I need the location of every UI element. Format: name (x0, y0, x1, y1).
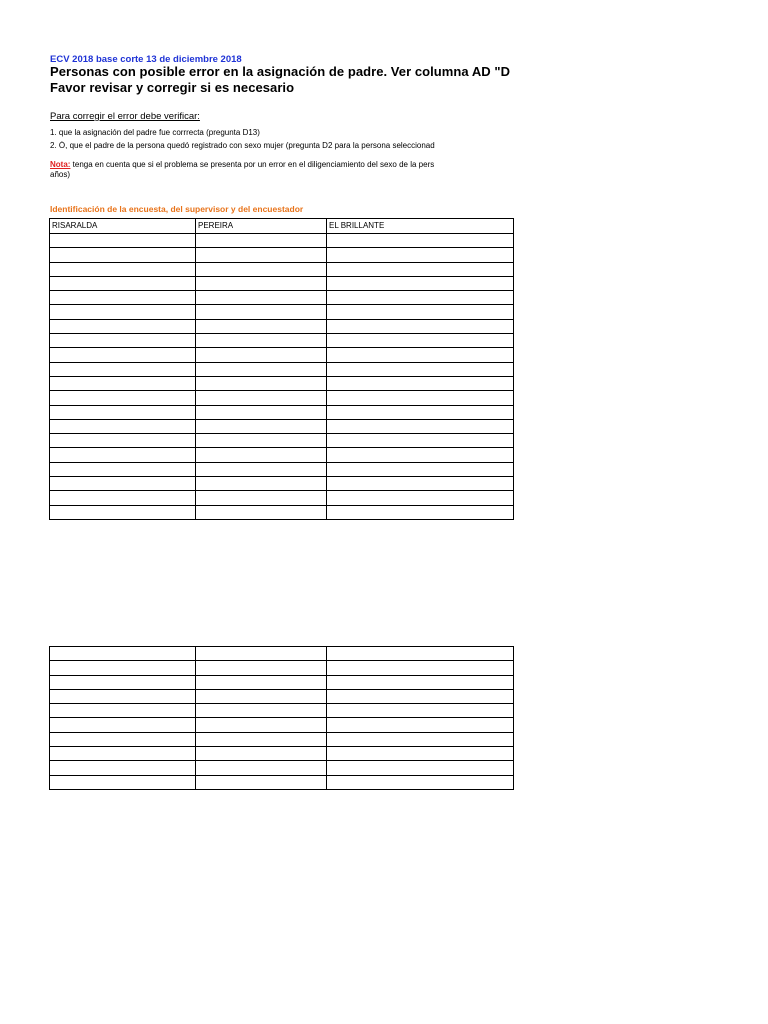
table-cell[interactable] (327, 647, 514, 661)
table-cell[interactable] (327, 405, 514, 419)
table-row (50, 319, 514, 333)
table-cell[interactable]: PEREIRA (196, 219, 327, 234)
table-cell[interactable] (196, 405, 327, 419)
table-cell[interactable] (50, 348, 196, 362)
table-cell[interactable] (327, 704, 514, 718)
table-cell[interactable] (50, 477, 196, 491)
table-cell[interactable] (50, 305, 196, 319)
table-cell[interactable] (196, 348, 327, 362)
table-cell[interactable] (196, 732, 327, 746)
note-continuation: años) (50, 170, 71, 179)
table-cell[interactable] (196, 718, 327, 732)
table-row (50, 234, 514, 248)
table-cell[interactable] (196, 419, 327, 433)
table-cell[interactable] (327, 248, 514, 262)
table-cell[interactable] (196, 319, 327, 333)
table-cell[interactable] (196, 477, 327, 491)
table-cell[interactable] (327, 505, 514, 519)
table-cell[interactable] (196, 491, 327, 505)
table-row (50, 505, 514, 519)
table-cell[interactable] (50, 376, 196, 390)
table-row (50, 732, 514, 746)
table-cell[interactable] (196, 747, 327, 761)
table-cell[interactable] (327, 234, 514, 248)
table-cell[interactable] (196, 462, 327, 476)
identification-heading: Identificación de la encuesta, del supervisor y del encuestador (50, 204, 304, 214)
table-row (50, 647, 514, 661)
table-cell[interactable] (327, 761, 514, 775)
table-cell[interactable] (50, 761, 196, 775)
table-cell[interactable] (50, 747, 196, 761)
table-cell[interactable] (50, 262, 196, 276)
table-cell[interactable] (327, 376, 514, 390)
table-row (50, 747, 514, 761)
table-row (50, 718, 514, 732)
table-cell[interactable] (50, 419, 196, 433)
table-cell[interactable] (196, 248, 327, 262)
table-row (50, 405, 514, 419)
table-cell[interactable] (50, 505, 196, 519)
table-cell[interactable] (196, 505, 327, 519)
table-cell[interactable] (327, 276, 514, 290)
table-cell[interactable] (196, 647, 327, 661)
table-cell[interactable] (196, 448, 327, 462)
table-row (50, 334, 514, 348)
table-row (50, 689, 514, 703)
instruction-item-1: 1. que la asignación del padre fue corrrecta (pregunta D13) (50, 128, 260, 137)
document-title-line2: Favor revisar y corregir si es necesario (50, 80, 295, 95)
table-cell[interactable] (327, 675, 514, 689)
table-cell[interactable] (196, 276, 327, 290)
table-row (50, 248, 514, 262)
table-cell[interactable] (327, 775, 514, 789)
table-cell[interactable] (327, 661, 514, 675)
document-subtitle: ECV 2018 base corte 13 de diciembre 2018 (50, 54, 242, 65)
table-cell[interactable] (196, 262, 327, 276)
table-row (50, 305, 514, 319)
table-cell[interactable] (50, 661, 196, 675)
table-cell[interactable] (196, 675, 327, 689)
table-cell[interactable] (196, 362, 327, 376)
table-cell[interactable] (50, 234, 196, 248)
table-cell[interactable] (50, 647, 196, 661)
table-cell[interactable] (50, 434, 196, 448)
table-cell[interactable] (327, 334, 514, 348)
table-cell[interactable] (50, 732, 196, 746)
table-cell[interactable] (50, 405, 196, 419)
secondary-table (49, 646, 514, 790)
table-row (50, 661, 514, 675)
table-row (50, 362, 514, 376)
table-cell[interactable] (50, 319, 196, 333)
instruction-item-2: 2. Ó, que el padre de la persona quedó registrado con sexo mujer (pregunta D2 para la persona seleccionad (50, 141, 435, 150)
table-cell[interactable] (196, 291, 327, 305)
table-row (50, 675, 514, 689)
table-cell[interactable] (327, 462, 514, 476)
table-row (50, 419, 514, 433)
table-cell[interactable] (196, 391, 327, 405)
table-row (50, 477, 514, 491)
table-cell[interactable] (327, 391, 514, 405)
table-cell[interactable] (50, 248, 196, 262)
table-cell[interactable] (50, 391, 196, 405)
table-cell[interactable] (50, 718, 196, 732)
table-cell[interactable] (196, 661, 327, 675)
table-cell[interactable] (50, 448, 196, 462)
table-cell[interactable] (50, 291, 196, 305)
table-row (50, 219, 514, 234)
table-row (50, 291, 514, 305)
table-cell[interactable] (50, 704, 196, 718)
table-row (50, 704, 514, 718)
table-cell[interactable] (327, 491, 514, 505)
table-cell[interactable] (327, 718, 514, 732)
table-row (50, 262, 514, 276)
table-row (50, 434, 514, 448)
table-cell[interactable] (196, 689, 327, 703)
table-cell[interactable] (50, 491, 196, 505)
table-cell[interactable] (196, 761, 327, 775)
table-row (50, 491, 514, 505)
table-row (50, 276, 514, 290)
table-cell[interactable] (50, 362, 196, 376)
note-label: Nota: (50, 160, 71, 169)
table-row (50, 761, 514, 775)
table-cell[interactable]: RISARALDA (50, 219, 196, 234)
table-cell[interactable] (196, 305, 327, 319)
table-cell[interactable] (50, 689, 196, 703)
table-cell[interactable] (50, 462, 196, 476)
table-row (50, 348, 514, 362)
table-row (50, 775, 514, 789)
table-row (50, 376, 514, 390)
table-cell[interactable] (327, 747, 514, 761)
note (50, 160, 513, 169)
table-cell[interactable] (327, 434, 514, 448)
table-cell[interactable] (196, 376, 327, 390)
table-cell[interactable] (196, 234, 327, 248)
identification-table (49, 218, 514, 520)
instructions-heading: Para corregir el error debe verificar: (50, 111, 200, 122)
table-cell[interactable] (196, 334, 327, 348)
table-cell[interactable] (50, 675, 196, 689)
table-cell[interactable] (327, 477, 514, 491)
table-cell[interactable] (327, 448, 514, 462)
note-text: tenga en cuenta que si el problema se presenta por un error en el diligenciamiento del sexo de la pers (70, 160, 435, 169)
table-cell[interactable] (327, 291, 514, 305)
table-cell[interactable] (327, 319, 514, 333)
table-row (50, 462, 514, 476)
table-cell[interactable] (327, 262, 514, 276)
table-cell[interactable] (196, 775, 327, 789)
table-cell[interactable] (50, 775, 196, 789)
table-cell[interactable] (327, 348, 514, 362)
table-cell[interactable] (50, 276, 196, 290)
table-cell[interactable] (327, 419, 514, 433)
table-cell[interactable] (50, 334, 196, 348)
table-cell[interactable] (327, 689, 514, 703)
table-cell[interactable] (196, 704, 327, 718)
table-row (50, 391, 514, 405)
table-row (50, 448, 514, 462)
document-title-line1: Personas con posible error en la asignación de padre. Ver columna AD "D (50, 64, 511, 79)
table-cell[interactable]: EL BRILLANTE (327, 219, 514, 234)
table-cell[interactable] (327, 362, 514, 376)
table-cell[interactable] (196, 434, 327, 448)
table-cell[interactable] (327, 305, 514, 319)
table-cell[interactable] (327, 732, 514, 746)
